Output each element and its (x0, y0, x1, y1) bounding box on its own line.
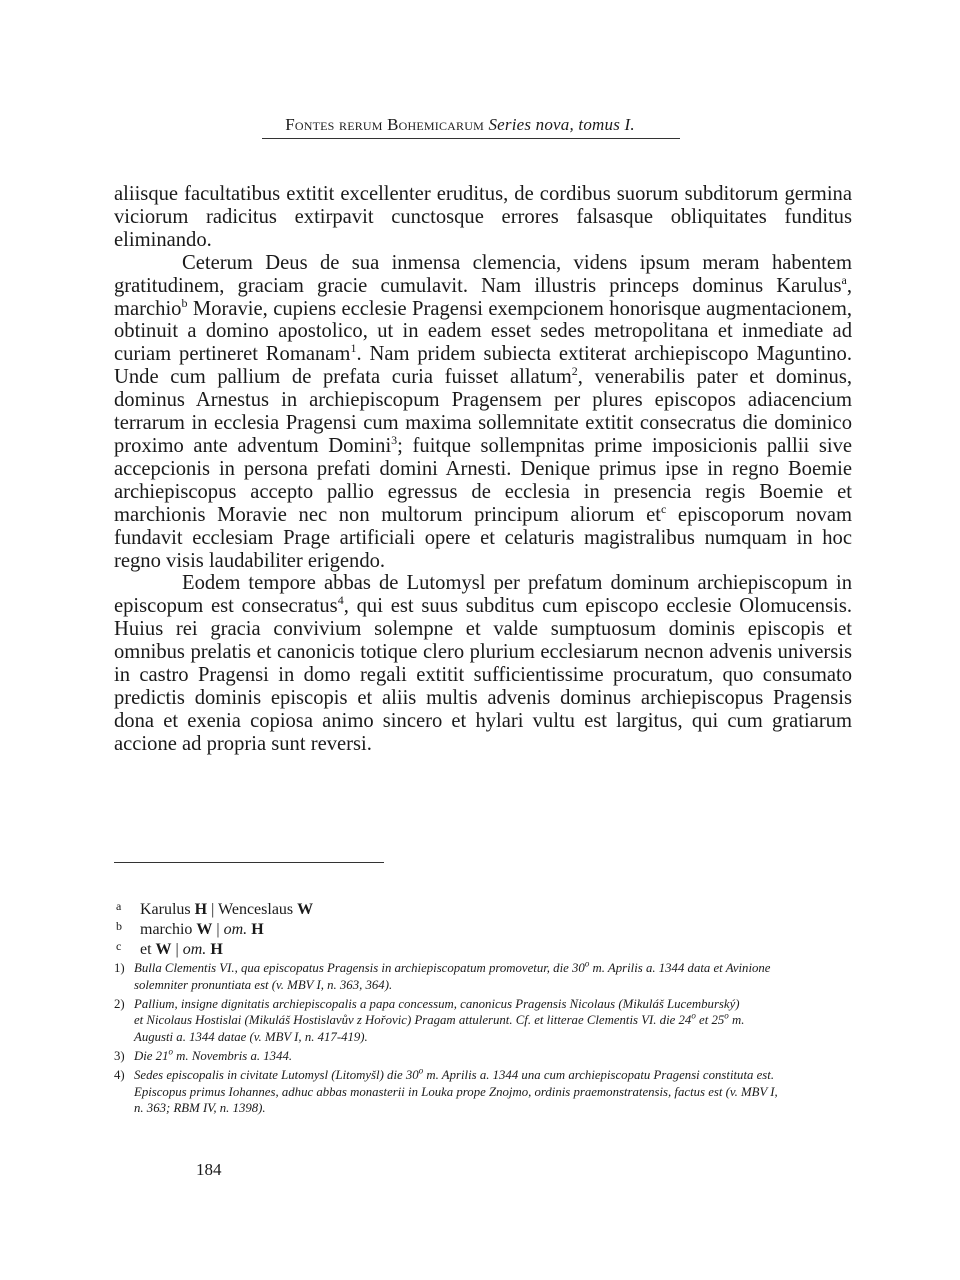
text-segment: , venerabilis pater et dominus, dominus Arnestus in archiepiscopum Pragensem per plures episcopos adiacencium terrarum in ecclesia Pragensi cum maxima sollemnitate extitit consecratus die dominico proximo ante adventum Domini (114, 366, 852, 457)
footnote-text: solemniter pronuntiata est (v. MBV I, n. 363, 364). (134, 977, 393, 992)
footnote-text: m. Aprilis a. 1344 una cum archiepiscopatu Pragensi constituta est. (423, 1067, 775, 1082)
variant-reading: Wenceslaus (218, 901, 294, 918)
footnote (114, 1048, 864, 1065)
omission-mark: om. (223, 921, 248, 938)
superscript: o (418, 1065, 424, 1076)
footnote-text: Episcopus primus Iohannes, adhuc abbas monasterii in Louka prope Znojmo, ordinis praemonstratensis, factus est (v. MBV I, (134, 1084, 778, 1099)
paragraph (114, 252, 852, 573)
footnote-text: Augusti a. 1344 datae (v. MBV I, n. 417-419). (134, 1030, 368, 1045)
note-mark: b (116, 919, 122, 933)
footnote-text: et 25 (695, 1013, 725, 1028)
manuscript-siglum: W (297, 901, 314, 918)
footnote (114, 996, 864, 1046)
footnote-line (134, 1067, 864, 1084)
footnote-text: m. Novembris a. 1344. (172, 1048, 293, 1063)
separator: | (211, 901, 215, 918)
text-segment: Moravie, cupiens ecclesie Pragensi exempcionem honorisque augmentacionem, obtinuit a domino apostolico, ut in eadem esset sedes metropolitana et inmediate ad curiam pertineret Romanam (114, 297, 852, 366)
manuscript-siglum: W (196, 921, 213, 938)
footnote-text: Sedes episcopalis in civitate Lutomysl (Litomyšl) die 30 (134, 1067, 419, 1082)
note-reference: a (841, 272, 847, 287)
superscript: o (584, 958, 590, 969)
superscript: o (724, 1011, 729, 1022)
footnote-line (134, 1048, 864, 1065)
textual-note (114, 900, 854, 920)
footnote-text: Pallium, insigne dignitatis archiepiscopalis a papa concessum, canonicus Pragensis Nicolaus (Mikuláš Lucemburský) (134, 996, 740, 1011)
manuscript-siglum: H (251, 921, 264, 938)
text-segment: ; fuitque sollempnitas prime imposicionis pallii sive accepcionis in persona prefati domini Arnesti. Denique primus ipse in regno Boemie archiepiscopus accepto pallio egressus de ecclesia in presencia regis Boemie et marchionis Moravie nec non multorum principum aliorum et (114, 434, 853, 526)
superscript: o (168, 1046, 173, 1057)
footnote-number: 2) (114, 996, 125, 1011)
footnote-separator (114, 862, 384, 863)
text-segment: , qui est suus subditus cum episcopo ecclesie Olomucensis. Huius rei gracia convivium solempne et valde sumptuosum dominis episcopis et omnibus prelatis et canonicis totique clero plurium ecclesiarum necnon advenis universis in castro Pragensi in domo regali extitit sufficientissime procuratum, quo consumato predictis dominis episcopis et aliis multis advenis dominus archiepiscopus Pragensis dona et exenia copiosa animo sincero et hylari vultu est largitus, qui cum gratiarum accione ad propria sunt reversi. (114, 595, 852, 755)
footnote-text: m. (728, 1013, 745, 1028)
footnote-number: 3) (114, 1048, 125, 1063)
superscript: o (691, 1011, 696, 1022)
note-reference: 4 (337, 593, 344, 608)
text-segment: . Nam pridem subiecta extiterat archiepiscopo Maguntino. Unde cum pallium de prefata curia fuisset allatum (114, 343, 852, 389)
footnote (114, 1067, 864, 1117)
textual-note (114, 920, 854, 940)
lemma: Karulus (140, 901, 191, 918)
footnote-line (134, 996, 864, 1013)
footnote-line (134, 960, 864, 977)
footnote (114, 960, 864, 994)
manuscript-siglum: W (155, 941, 172, 958)
main-text (114, 183, 852, 756)
note-reference: 1 (350, 341, 357, 356)
manuscript-siglum: H (194, 901, 208, 918)
textual-apparatus (114, 900, 854, 960)
text-segment: Ceterum Deus de sua inmensa clemencia, videns ipsum meram habentem gratitudinem, graciam gracie cumulavit. Nam illustris princeps dominus Karulus (114, 251, 852, 297)
footnote-text: Bulla Clementis VI., qua episcopatus Pragensis in archiepiscopatum promovetur, die 30 (134, 961, 585, 975)
text-segment: Eodem tempore abbas de Lutomysl per prefatum dominum archiepiscopum in episcopum est consecratus (114, 572, 852, 618)
manuscript-siglum: H (210, 941, 223, 958)
text-segment: , marchio (114, 274, 852, 320)
running-header (240, 115, 680, 135)
separator: | (216, 921, 220, 938)
footnote-text: m. Aprilis a. 1344 data et Avinione (589, 961, 771, 975)
separator: | (175, 941, 179, 958)
header-series: Series nova, tomus I. (488, 115, 635, 134)
footnote-line (134, 1012, 864, 1029)
note-mark: a (116, 899, 122, 913)
omission-mark: om. (182, 941, 207, 958)
footnote-number: 4) (114, 1067, 125, 1082)
footnote-line (134, 1084, 864, 1101)
paragraph (114, 183, 852, 252)
footnote-line (134, 977, 864, 994)
footnote-line (134, 1100, 864, 1117)
footnote-text: n. 363; RBM IV, n. 1398). (134, 1101, 266, 1116)
footnote-number: 1) (114, 961, 125, 975)
note-reference: 3 (391, 433, 398, 448)
lemma: marchio (140, 921, 193, 938)
text-segment: aliisque facultatibus extitit excellenter eruditus, de cordibus suorum subditorum germina viciorum radicitus extirpavit cunctosque errores falsasque obliquitates funditus eliminando. (114, 183, 852, 251)
footnotes (114, 960, 864, 1119)
note-mark: c (116, 939, 122, 953)
note-reference: c (660, 501, 667, 516)
page-number: 184 (196, 1160, 222, 1179)
lemma: et (140, 941, 152, 958)
textual-note (114, 940, 854, 960)
footnote-text: Die 21 (134, 1048, 169, 1063)
footnote-text: et Nicolaus Hostislai (Mikuláš Hostislavův z Hořovic) Pragam attulerunt. Cf. et litterae Clementis VI. die 24 (134, 1013, 692, 1028)
header-title: Fontes rerum Bohemicarum (285, 115, 484, 134)
footnote-line (134, 1029, 864, 1046)
text-segment: episcoporum novam fundavit ecclesiam Prage artificiali opere et celaturis magistralibus numquam in hoc regno visis laudabiliter erigendo. (114, 503, 852, 572)
note-reference: 2 (571, 364, 578, 379)
header-rule (262, 138, 680, 139)
paragraph (114, 572, 852, 755)
note-reference: b (181, 295, 188, 310)
